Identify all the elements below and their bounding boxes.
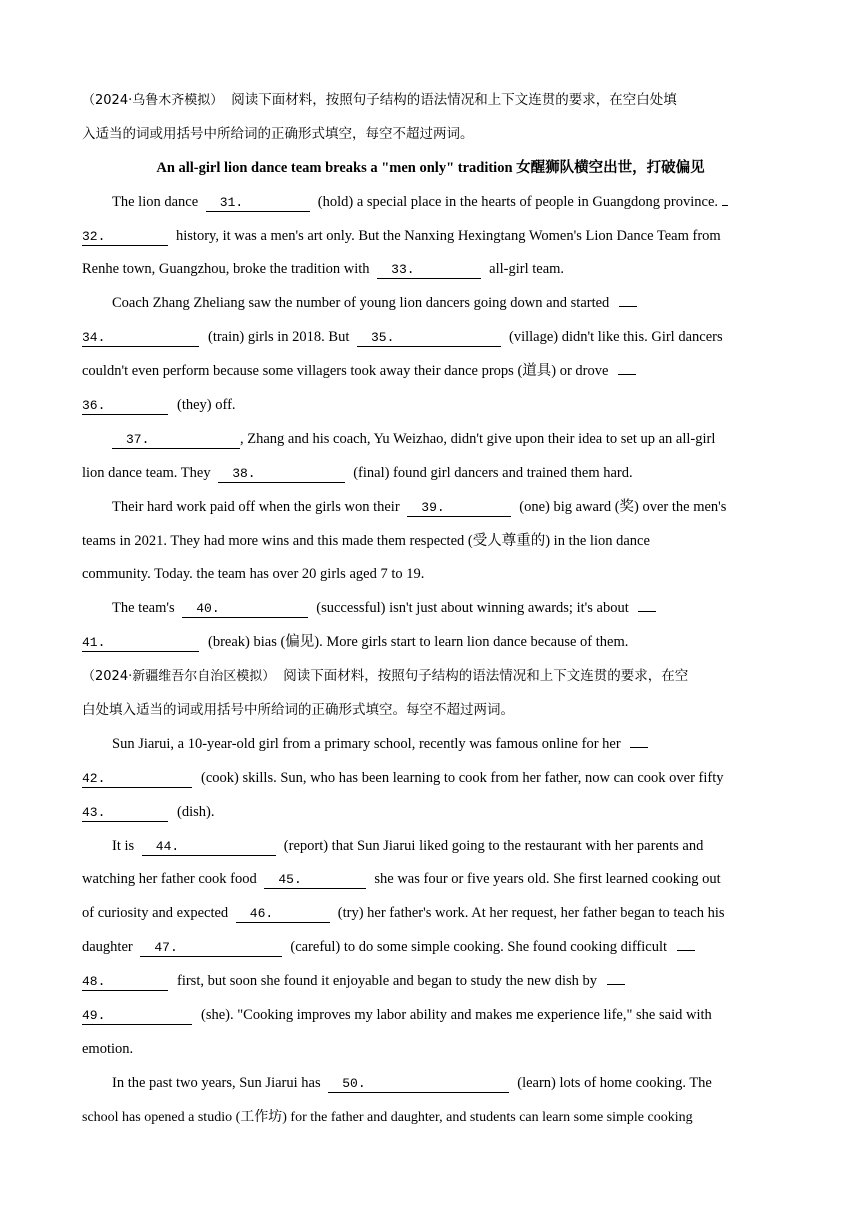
blank-number: 49. xyxy=(82,1008,106,1024)
blank-number: 37. xyxy=(126,431,150,447)
blank-number: 32. xyxy=(82,228,106,244)
passage1-instruction-line1 xyxy=(82,84,779,118)
blank-number: 50. xyxy=(342,1075,366,1091)
blank-number: 45. xyxy=(278,872,302,888)
blank-32[interactable] xyxy=(82,229,168,246)
text-segment: The lion dance xyxy=(112,193,199,210)
blank-number: 43. xyxy=(82,804,106,820)
blank-34[interactable] xyxy=(82,330,199,347)
paragraph-line xyxy=(82,796,779,830)
blank-40[interactable] xyxy=(182,601,308,618)
blank-31[interactable] xyxy=(206,195,310,212)
document-page xyxy=(82,84,779,1135)
blank-number: 46. xyxy=(249,906,274,922)
paragraph-line xyxy=(82,423,779,457)
text-segment: (she). "Cooking improves my labor ability and makes me experience life," she said with xyxy=(201,1007,712,1024)
paragraph-line xyxy=(82,1067,779,1101)
paragraph-line xyxy=(82,457,779,491)
text-segment: (learn) lots of home cooking. The xyxy=(517,1074,712,1091)
text-segment: all-girl team. xyxy=(489,261,565,278)
blank-number: 47. xyxy=(154,940,178,956)
paragraph-line xyxy=(82,762,779,796)
text-segment: watching her father cook food xyxy=(82,871,257,888)
blank-34-lead xyxy=(619,306,637,307)
paragraph-line xyxy=(82,931,779,965)
blank-33[interactable] xyxy=(377,262,481,279)
passage1-title: An all-girl lion dance team breaks a "men only" tradition 女醒狮队横空出世，打破偏见 xyxy=(156,159,705,176)
blank-32-lead xyxy=(722,205,728,206)
paragraph-line xyxy=(82,965,779,999)
paragraph-line: emotion. xyxy=(82,1040,134,1057)
text-segment: (report) that Sun Jiarui liked going to the restaurant with her parents and xyxy=(283,837,704,854)
paragraph-line xyxy=(82,355,779,389)
blank-36[interactable] xyxy=(82,398,168,415)
paragraph-line: teams in 2021. They had more wins and this made them respected (受人尊重的) in the lion dance xyxy=(82,532,650,549)
blank-41-lead xyxy=(638,611,656,612)
blank-number: 36. xyxy=(82,398,106,414)
blank-number: 48. xyxy=(82,974,106,990)
blank-46[interactable] xyxy=(236,906,330,923)
paragraph-line xyxy=(82,592,779,626)
blank-number: 33. xyxy=(391,262,415,278)
blank-35[interactable] xyxy=(357,330,501,347)
paragraph-line xyxy=(82,287,779,321)
text-segment: of curiosity and expected xyxy=(82,905,229,922)
text-segment: (dish). xyxy=(177,803,215,820)
text-segment: (village) didn't like this. Girl dancers xyxy=(509,329,723,346)
paragraph-line xyxy=(82,491,779,525)
text-segment: daughter xyxy=(82,939,133,956)
blank-36-lead xyxy=(618,374,636,375)
text-segment: couldn't even perform because some villagers took away their dance props (道具) or drove xyxy=(82,363,609,380)
paragraph-line xyxy=(82,863,779,897)
text-segment: Their hard work paid off when the girls won their xyxy=(112,498,400,515)
blank-number: 31. xyxy=(219,194,244,210)
paragraph-line xyxy=(82,321,779,355)
paragraph-line xyxy=(82,830,779,864)
blank-39[interactable] xyxy=(407,500,511,517)
text-segment: (careful) to do some simple cooking. She found cooking difficult xyxy=(290,939,668,956)
blank-43[interactable] xyxy=(82,805,168,822)
text-segment: Coach Zhang Zheliang saw the number of young lion dancers going down and started xyxy=(112,295,610,312)
text-segment: (they) off. xyxy=(177,397,236,414)
blank-number: 41. xyxy=(82,635,106,651)
text-segment: (one) big award (奖) over the men's xyxy=(519,498,727,515)
blank-48[interactable] xyxy=(82,974,168,991)
blank-42[interactable] xyxy=(82,771,192,788)
blank-number: 39. xyxy=(421,499,445,515)
passage1-instruction-a: 阅读下面材料，按照句子结构的语法情况和上下文连贯的要求，在空白处填 xyxy=(231,92,677,108)
text-segment: (break) bias (偏见). More girls start to learn lion dance because of them. xyxy=(208,634,629,651)
paragraph-line xyxy=(82,253,779,287)
passage2-instruction-line1 xyxy=(82,660,779,694)
blank-number: 40. xyxy=(196,601,220,617)
blank-49-lead xyxy=(607,984,625,985)
paragraph-line xyxy=(82,626,779,660)
passage1-instruction-line2: 入适当的词或用括号中所给词的正确形式填空，每空不超过两词。 xyxy=(82,125,474,142)
paragraph-line xyxy=(82,999,779,1033)
passage1-source: （2024·乌鲁木齐模拟） xyxy=(82,93,224,108)
blank-48-lead xyxy=(677,950,695,951)
paragraph-line xyxy=(82,728,779,762)
blank-49[interactable] xyxy=(82,1008,192,1025)
blank-37[interactable] xyxy=(112,432,240,449)
paragraph-line xyxy=(82,186,779,220)
paragraph-line: community. Today. the team has over 20 girls aged 7 to 19. xyxy=(82,566,425,583)
blank-50[interactable] xyxy=(328,1076,509,1093)
text-segment: Sun Jiarui, a 10-year-old girl from a primary school, recently was famous online for her xyxy=(112,735,621,752)
paragraph-line xyxy=(82,897,779,931)
text-segment: (hold) a special place in the hearts of people in Guangdong province. xyxy=(317,193,719,210)
text-segment: first, but soon she found it enjoyable and began to study the new dish by xyxy=(177,973,598,990)
paragraph-line xyxy=(82,220,779,254)
blank-45[interactable] xyxy=(264,872,366,889)
text-segment: (train) girls in 2018. But xyxy=(208,329,350,346)
text-segment: , Zhang and his coach, Yu Weizhao, didn't give upon their idea to set up an all-girl xyxy=(240,430,716,447)
text-segment: (try) her father's work. At her request, her father began to teach his xyxy=(337,905,725,922)
blank-42-lead xyxy=(630,747,648,748)
blank-number: 34. xyxy=(82,330,106,346)
blank-number: 35. xyxy=(371,330,395,346)
blank-38[interactable] xyxy=(218,466,345,483)
text-segment: (cook) skills. Sun, who has been learning to cook from her father, now can cook over fifty xyxy=(201,769,724,786)
text-segment: It is xyxy=(112,837,135,854)
text-segment: In the past two years, Sun Jiarui has xyxy=(112,1074,321,1091)
text-segment: (successful) isn't just about winning awards; it's about xyxy=(316,600,629,617)
text-segment: history, it was a men's art only. But the Nanxing Hexingtang Women's Lion Dance Team from xyxy=(176,227,721,244)
text-segment: Renhe town, Guangzhou, broke the tradition with xyxy=(82,261,370,278)
blank-47[interactable] xyxy=(140,940,282,957)
text-segment: lion dance team. They xyxy=(82,464,211,481)
paragraph-line xyxy=(82,389,779,423)
text-segment: (final) found girl dancers and trained them hard. xyxy=(353,464,633,481)
blank-41[interactable] xyxy=(82,635,199,652)
blank-number: 44. xyxy=(155,838,180,854)
passage2-source: （2024·新疆维吾尔自治区模拟） xyxy=(82,669,276,685)
blank-44[interactable] xyxy=(142,839,276,856)
text-segment: The team's xyxy=(112,600,175,617)
paragraph-line: school has opened a studio (工作坊) for the father and daughter, and students can learn some simple cooking xyxy=(82,1109,693,1125)
blank-number: 38. xyxy=(232,465,256,481)
blank-number: 42. xyxy=(82,770,106,786)
passage2-instruction-a: 阅读下面材料，按照句子结构的语法情况和上下文连贯的要求，在空 xyxy=(283,668,689,685)
passage2-instruction-line2: 白处填入适当的词或用括号中所给词的正确形式填空。每空不超过两词。 xyxy=(82,702,514,719)
text-segment: she was four or five years old. She first learned cooking out xyxy=(374,871,721,888)
